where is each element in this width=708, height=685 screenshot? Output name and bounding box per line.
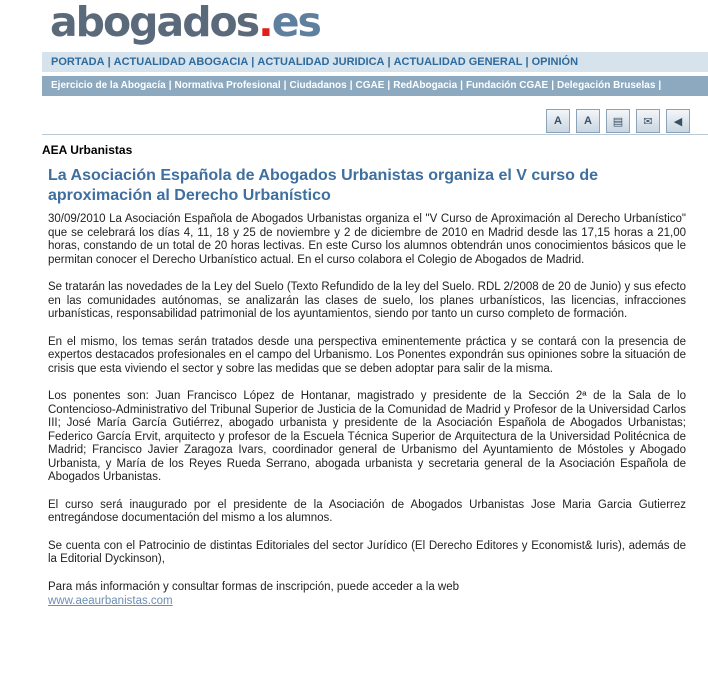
nav-separator: | (251, 56, 255, 68)
back-icon[interactable]: ◀ (666, 109, 690, 133)
nav-secondary-fundación-cgae[interactable]: Fundación CGAE (465, 80, 549, 91)
primary-nav (42, 52, 708, 72)
article-toolbar (546, 109, 690, 133)
nav-secondary-ejercicio-de-la-abogacía[interactable]: Ejercicio de la Abogacía (51, 80, 166, 91)
email-icon[interactable]: ✉ (636, 109, 660, 133)
nav-separator: | (168, 80, 172, 91)
nav-separator: | (658, 80, 662, 91)
font-decrease-icon[interactable]: A (576, 109, 600, 133)
print-icon[interactable]: ▤ (606, 109, 630, 133)
nav-secondary-ciudadanos[interactable]: Ciudadanos (289, 80, 347, 91)
nav-primary-actualidad-general[interactable]: ACTUALIDAD GENERAL (393, 56, 523, 68)
section-label: AEA Urbanistas (42, 143, 133, 157)
nav-separator: | (460, 80, 463, 91)
article-paragraph: En el mismo, los temas serán tratados desde una perspectiva eminentemente práctica y se contará con la presencia de expertos destacados profesionales en el campo del Urbanismo. Los Ponentes expondrán sus opiniones sobre la situación de crisis que esta viviendo el sector y sobre las medidas que se deben adoptar para salir de la misma. (48, 335, 686, 375)
font-increase-icon[interactable]: A (546, 109, 570, 133)
nav-secondary-delegación-bruselas[interactable]: Delegación Bruselas (557, 80, 656, 91)
secondary-nav (42, 76, 708, 96)
logo-tld: es (271, 0, 320, 46)
logo-main-text: abogados (50, 0, 259, 46)
nav-separator: | (525, 56, 529, 68)
nav-secondary-cgae[interactable]: CGAE (355, 80, 385, 91)
article-closing (48, 581, 686, 609)
article-paragraph: Se tratarán las novedades de la Ley del Suelo (Texto Refundido de la ley del Suelo. RDL 2/2008 de 20 de Junio) y sus efecto en las comunidades autónomas, se analizarán las clases de suelo, los planes urbanísticos, las licencias, infracciones urbanísticas, responsabilidad patrimonial de los ayuntamientos, siendo por tanto un curso completo de formación. (48, 281, 686, 320)
article-title: La Asociación Española de Abogados Urbanistas organiza el V curso de aproximación al Derecho Urbanístico (48, 167, 599, 204)
nav-secondary-redabogacia[interactable]: RedAbogacia (393, 80, 458, 91)
nav-primary-portada[interactable]: PORTADA (51, 56, 105, 68)
nav-separator: | (387, 56, 391, 68)
divider (42, 134, 708, 135)
nav-separator: | (551, 80, 554, 91)
article-paragraph: Los ponentes son: Juan Francisco López de Hontanar, magistrado y presidente de la Sección 2ª de la Sala de lo Contencioso-Administrativo del Tribunal Superior de Justicia de la Comunidad de Madrid y Profesor de la Universidad Carlos III; José María García Gutiérrez, abogado urbanista y presidente de la Asociación Española de Abogados Urbanistas; Federico García Ervit, arquitecto y profesor de la Escuela Técnica Superior de Arquitectura de la Universidad Politécnica de Madrid; Francisco Javier Zaragoza Ivars, coordinador general de Urbanismo del Ayuntamiento de Móstoles y Abogado Urbanista, y María de los Reyes Rueda Serrano, abogada urbanista y secretaria general de la Asociación Española de Abogados Urbanistas. (48, 390, 686, 483)
article-body (48, 213, 686, 609)
nav-secondary-normativa-profesional[interactable]: Normativa Profesional (174, 80, 281, 91)
nav-separator: | (283, 80, 287, 91)
article-paragraph: Se cuenta con el Patrocinio de distintas Editoriales del sector Jurídico (El Derecho Editores y Economist& Iuris), además de la Editorial Dyckinson), (48, 539, 686, 565)
aea-website-link[interactable]: www.aeaurbanistas.com (48, 595, 173, 607)
nav-primary-actualidad-juridica[interactable]: ACTUALIDAD JURIDICA (257, 56, 385, 68)
nav-separator: | (387, 80, 391, 91)
site-logo[interactable] (50, 2, 320, 46)
nav-separator: | (107, 56, 111, 68)
logo-dot: . (258, 0, 272, 46)
article-paragraph: El curso será inaugurado por el presidente de la Asociación de Abogados Urbanistas Jose Maria Garcia Gutierrez entregándose documentación del mismo a los alumnos. (48, 498, 686, 524)
closing-text: Para más información y consultar formas de inscripción, puede acceder a la web (48, 580, 460, 593)
nav-primary-opinión[interactable]: OPINIÓN (531, 56, 579, 68)
nav-primary-actualidad-abogacia[interactable]: ACTUALIDAD ABOGACIA (113, 56, 249, 68)
nav-separator: | (349, 80, 353, 91)
article-paragraph: 30/09/2010 La Asociación Española de Abogados Urbanistas organiza el "V Curso de Aproximación al Derecho Urbanístico" que se celebrará los días 4, 11, 18 y 25 de noviembre y 2 de diciembre de 2010 en Madrid desde las 17,15 horas a 21,00 horas, constando de un total de 20 horas lectivas. En este Curso los alumnos obtendrán unos conocimientos básicos que le permitan conocer el Derecho Urbanístico actual. En el curso colabora el Colegio de Abogados de Madrid. (48, 213, 686, 266)
